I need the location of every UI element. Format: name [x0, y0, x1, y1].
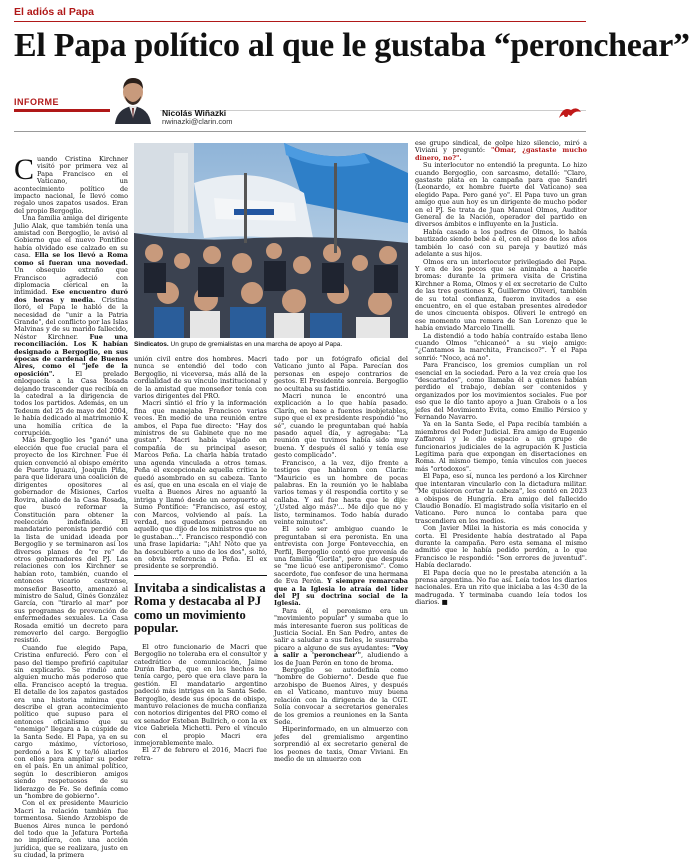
paragraph: Hiperinformado, en un almuerzo con jefes del gremialismo argentino sorprendió al ex secretario general de los peones de taxis, Omar Viviani. En medio de un almuerzo con: [274, 725, 408, 763]
label-rule: [14, 109, 110, 112]
column-2: [134, 356, 267, 762]
paragraph: Una familia amiga del dirigente Julio Alak, que también tenía una amistad con Bergoglio, le avisó al Gobierno que el nuevo Pontífice había olvidado ese calzado en su casa. Ella se los llevó a Roma como si fueran una novedad. Un obsequio extraño que Francisco agradeció con diplomacia clerical en la intimidad. Ese encuentro duró dos horas y media. Cristina lloró, el Papa le habló de la necesidad de "unir a la Patria Grande", del conflicto por las Islas Malvinas y de su marido fallecido, Néstor Kirchner. Fue una reconciliación. Los K habían designado a Bergoglio, en sus épocas de cardenal de Buenos Aires, como el "jefe de la oposición". El prelado enloquecía a la Casa Rosada dejando trascender que recibía en la catedral a la dirigencia de todos los partidos. Además, en un Tedeum del 25 de mayo del 2004, le había dedicado al matrimonio K una homilía crítica de la corrupción.: [14, 214, 128, 438]
paragraph: Con Javier Milei la historia es más conocida y corta. El Presidente había destratado al Papa durante la campaña. Pero esta semana el mismo admitió que le había pedido perdón, a lo que Francisco le respondió: "Son errores de juventud". Había declarado.: [415, 524, 587, 570]
column-3: [274, 356, 408, 763]
paragraph: Su interlocutor no entendió la pregunta. Lo hizo cuando Bergoglio, con sarcasmo, detalló: "Claro, gastaste plata en la campaña para que Sandri (Leonardo, ex hombre fuerte del Vaticano) sea elegido Papa. Pero gané yo". El Papa tuvo un gran amigo que aun hoy es un dirigente de mucho poder en el PJ. Se trata de Juan Manuel Olmos, Auditor General de la Nación, operador del partido en diversos ámbitos e influyente en la Justicia.: [415, 161, 587, 229]
paragraph: Cuando fue elegido Papa, Cristina enfureció. Pero con el paso del tiempo prefirió capitular sin explicarlo. Se rindió ante alguien mucho más poderoso que ella. Francisco aceptó la tregua. El detalle de los zapatos gastados era una historia mínima que describe el gran acontecimiento político que supuso para el entonces oficialismo que su "enemigo" llegara a la cúspide de la Santa Sede. El Papa, ya en su cargo máximo, victorioso, perdonó a los K y te/ló aliarlos con ellos para ampliar su poder en el país. En un animal político, según lo describieron amigos siendo respetuosos de su liderazgo de Fe. Se definía como un "hombre de gobierno".: [14, 643, 128, 800]
paragraph: El solo ser ambiguo cuando le preguntaban si era peronista. En una entrevista con Jorge Fontevecchia, en Perfil, Bergoglio contó que provenía de una familia "Gorila", pero que después se "me licuó ese antiperonismo". Como sacerdote, fue confesor de una hermana de Eva Perón. Y siempre remarcaba que a la Iglesia lo atraía del líder del PJ su doctrina social de la Iglesia.: [274, 525, 408, 608]
photo-caption: Sindicatos. Un grupo de gremialistas en una marcha de apoyo al Papa.: [134, 341, 343, 348]
paragraph: Francisco, a la vez, dijo frente a testigos que hablaron con Clarín: "Mauricio es un hombre de pocas palabras. En la reunión yo le hablaba varios temas y él respondía cortito y se callaba. Y así fue hasta que le dije: '¿Usted algo más?'... Me dijo que no y listo, terminamos. Todo había durado veinte minutos".: [274, 458, 408, 526]
paragraph: Macri nunca le encontró una explicación a lo que había pasado. Clarín, en base a fuentes inobjetables, supo que el ex presidente respondió "no sé", cuando le preguntaban qué había pasado aquel día, y agregaba: "La reunión que tuvimos había sido muy buena. Y después él salió y tenía ese gesto complicado".: [274, 392, 408, 460]
paragraph: Ya en la Santa Sede, el Papa recibía también a miembros del Poder Judicial. Era amigo de Eugenio Zaffaroni y le dio espacio a un grupo de funcionarios judiciales de la agrupación K Justicia Legítima para que expongan en disertaciones en Roma. Al mismo tiempo, tenía vínculos con jueces más "ortodoxos".: [415, 420, 587, 473]
section-tag: El adiós al Papa: [14, 6, 94, 18]
paragraph: Olmos era un interlocutor privilegiado del Papa. Y era de los pocos que se animaba a hacerle bromas: durante la primera visita de Cristina Kirchner a Roma, Olmos y el ex secretario de Culto de las tres gestiones K, Guillermo Oliveri, también de su total confianza, fueron invitados a ese encuentro, en el que estaban presentes alrededor de unos cincuenta obispos. Oliveri le entregó en ese momento una remera de San Lorenzo que le había enviado Marcelo Tinelli.: [415, 257, 587, 333]
paragraph: Cuando Cristina Kirchner visitó por primera vez al Papa Francisco en el Vaticano, un acontecimiento político de impacto nacional, le llevó como regalo unos zapatos usados. Eran del propio Bergoglio.: [14, 153, 128, 215]
paragraph: El 27 de febrero el 2016, Macri fue retra-: [134, 746, 267, 762]
rally-photo: [134, 143, 408, 338]
header-divider: [14, 131, 586, 132]
paragraph: Para él, el peronismo era un "movimiento popular" y sumaba que lo más interesante fueron sus políticas de Justicia Social. En San Pedro, antes de salir a saludar a sus fieles, le susurraba picaro a alguno de sus ayudantes: "Voy a salir a 'peronchear'", aludiendo a los de Juan Perón en tono de broma.: [274, 606, 409, 667]
drop-cap: C: [14, 153, 35, 186]
author-email[interactable]: nwinazki@clarin.com: [162, 117, 233, 126]
author-photo: [112, 72, 154, 124]
paragraph: Con el ex presidente Mauricio Macri la relación también fue tormentosa. Siendo Arzobispo de Buenos Aires nunca le perdonó del todo que la Jefatura Porteña no impidiera, con una acción jurídica, que se realizara, justo en su ciudad, la primera: [14, 799, 128, 860]
paragraph: Para Francisco, los gremios cumplían un rol esencial en la sociedad. Pero a la vez creía que los "descartados", como llamaba él a quienes habían perdido el trabajo, debían ser contenidos y organizados por los movimientos sociales. Fue por eso que le dio tanto apoyo a Juan Grabois o a los jefes del Movimiento Evita, como Emilio Pérsico y Fernando Navarro.: [415, 361, 587, 422]
paragraph: unión civil entre dos hombres. Macri nunca se entendió del todo con Bergoglio, ni viceversa, más allá de la cordialidad de su vínculo institucional y de la amistad que monseñor tenía con varios dirigentes del PRO.: [134, 355, 267, 401]
subhead-rule: [134, 575, 267, 576]
column-1: [14, 153, 128, 860]
paragraph: tado por un fotógrafo oficial del Vaticano junto al Papa. Parecían dos personas en espejo contrarios de gestos. El Presidente sonreía. Bergoglio no ocultaba su fastidio.: [274, 355, 408, 393]
paragraph: La distendió a todo había contraído estaba lleno cuando Olmos "chicaneó" a su viejo amigo: "¿Cantamos la marchita, Francisco?". Y el Papa sonrió: "Noco, acá no".: [415, 331, 587, 362]
top-rule: [14, 21, 586, 22]
paragraph: Había casado a los padres de Olmos, lo había bautizado siendo bebé a él, con el paso de los años también lo casó con su pareja y bautizó más adelante a sus hijos.: [415, 227, 587, 259]
paragraph: ese grupo sindical, de golpe hizo silencio, miró a Viviani y preguntó: "Omar, ¿gastaste mucho dinero, no?".: [415, 139, 587, 162]
paragraph: El otro funcionario de Macri que Bergoglio no toleraba era el consultor y catedrático de comunicación, Jaime Durán Barba, que en los hechos no tenía cargo, pero que era clave para la gestión. El mandatario argentino padeció más intrigas en la Santa Sede. Bergoglio, desde sus épocas de obispo, mantuvo relaciones de mucha confianza con notorios dirigentes del PRO como el ex senador Esteban Bullrich, o con la ex vice Gabriela Michetti. Pero el vínculo con el propio Macri era inmejorablemente malo.: [134, 642, 267, 748]
subheading: Invitaba a sindicalistas a Roma y destacaba al PJ como un movimiento popular.: [134, 580, 266, 636]
paragraph: Más Bergoglio les "ganó" una elección que fue crucial para el proyecto de los Kirchner. Fue él quien convenció al obispo emérito de Puerto Iguazú, Joaquín Piña, para que liderara una coalición de dirigentes opositores al gobernador de Misiones, Carlos Rovira, aliado de la Casa Rosada, que buscó reformar la Constitución para obtener la reelección indefinida. El mandatario peronista perdió con la lista de unidad ideada por Bergoglio y se terminaron así los diversos planes de "re re" de otros gobernadores del PJ. Las relaciones con los Kirchner se habían roto, también, cuando el entonces vicario castrense, monseñor Baseotto, amenazó al ministro de Salud, Ginés González García, con "tirarlo al mar" por sus programas de prevención de enfermedades sexuales. La Casa Rosada emitió un decreto para removerlo del cargo. Bergoglio resistió.: [14, 436, 128, 645]
paragraph: El Papa, eso sí, nunca les perdonó a los Kirchner que intentaran vincularlo con la dictadura militar. "Me quisieron cortar la cabeza", les contó en 2023 a obispos de Hungría. Era amigo del fallecido Claudio Bonadío. El magistrado solía visitarlo en el Vaticano. Pero nunca lo contaba para que trascendiera en los medios.: [415, 472, 587, 525]
paragraph: El Papa decía que no le prestaba atención a la prensa argentina. No fue así. Leía todos los diarios nacionales. Era un rito que iniciaba a las 4:30 de la madrugada. Y terminaba cuando leía todos los diarios. ■: [415, 568, 587, 607]
column-4: [415, 140, 587, 607]
headline: El Papa político al que le gustaba “peronchear”: [14, 27, 690, 64]
newspaper-logo-icon: [557, 104, 583, 122]
paragraph: Macri sintió el frío y la información fina que manejaba Francisco varias veces. En medio de una reunión entre ambos, el Papa fue directo: "Hay dos ministros de su Gabinete que no me gustan". Macri había viajado en compañía de su principal asesor, Marcos Peña. La charla había tratado una agenda vinculada a otros temas. Peña el excepcionale aquella crítica le quedó asombrado en su cabeza. Tanto es así, que en una escala en el viaje de vuelta a Buenos Aires no aguantó la intriga y llamó desde un aeropuerto al Sumo Pontífice: "Francisco, así estoy, con Marcos, volviendo al país. La verdad, nos quedamos pensando en aquello que dijo de los ministros que no le gustaban...". Francisco respondió con una frase lapidaria: "¡Ah! Nóto que ya ha descubierto a uno de los dos", soltó, en obvia referencia a Peña. El ex presidente se sorprendió.: [134, 399, 267, 571]
author-name: Nicolás Wiñazki: [162, 108, 227, 118]
article-label: INFORME: [14, 97, 59, 107]
paragraph: Bergoglio se autodefinía como "hombre de Gobierno". Desde que fue arzobispo de Buenos Aires, y después en el Vaticano, mantuvo muy buena relación con la dirigencia de la CGT. Solía convocar a secretarios generales de los gremios a reuniones en la Santa Sede.: [274, 666, 408, 726]
